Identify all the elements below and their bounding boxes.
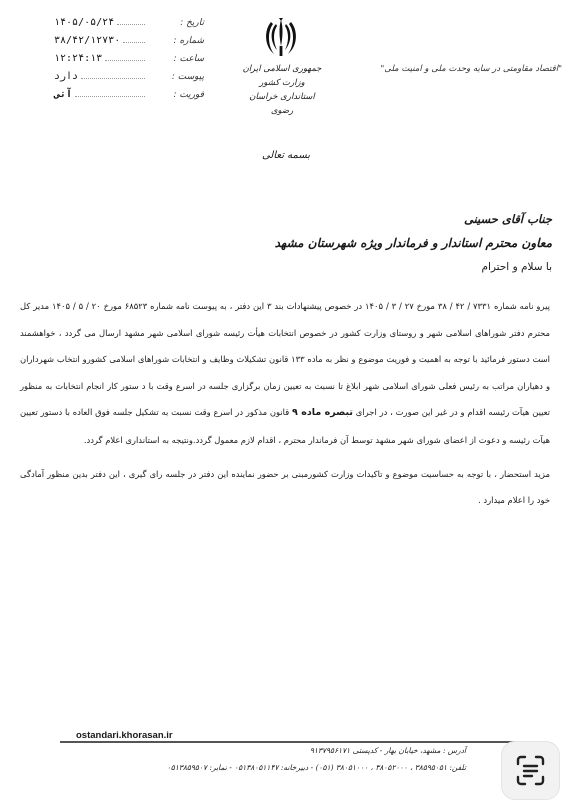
- meta-dots: [123, 32, 145, 43]
- iran-emblem-icon: [262, 16, 300, 60]
- meta-value: دارد: [54, 71, 79, 82]
- meta-label: تاریخ :: [180, 18, 204, 28]
- meta-dots: [75, 86, 145, 97]
- meta-label: پیوست :: [171, 72, 204, 82]
- meta-row-urgency: [54, 86, 204, 104]
- letter-body: [20, 293, 550, 514]
- footer-contact: [96, 742, 466, 776]
- addressee-title: معاون محترم استاندار و فرماندار ویژه شهرستان مشهد: [274, 236, 552, 250]
- meta-value: آنی: [54, 89, 73, 100]
- addressee: [152, 207, 552, 279]
- footer-phones: تلفن: ۳۸۵۹۵۰۵۱ ، ۳۸۰۵۲۰۰۰ ، ۳۸۰۵۱۰۰۰ (۰۵۱) - دبیرخانه: ۰۵۱۳۸۰۵۱۱۴۷ - نمابر: ۰۵۱۳۸۵۹۵۰۷: [166, 763, 466, 772]
- addressee-name: جناب آقای حسینی: [463, 212, 552, 226]
- body-paragraph-1-start: پیرو نامه شماره ۷۳۳۱ / ۴۲ / ۳۸ مورخ ۲۷ / ۳ / ۱۴۰۵ در خصوص پیشنهادات بند ۳ این دفتر ، به پیوست نامه شماره ۶۸۵۲۳ مورخ ۲۰ / ۵ / ۱۴۰۵ مدیر کل محترم دفتر شوراهای اسلامی شهر و روستای وزارت کشور در خصوص انتخابات هیأت رئیسه شورای اسلامی شهر مشهد ارسال می گردد ، خواهشمند است دستور فرمائید با توجه به اهمیت و فوریت موضوع و نظر به ماده ۱۳۳ قانون تشکیلات وظایف و انتخابات شوراهای اسلامی کشورو انتخاب شهرداران و دهیاران مراتب به رئیس فعلی شورای اسلامی شهر ابلاغ تا نسبت به تعیین زمان برگزاری جلسه در اسرع وقت با د ستور کار انجام انتخابات به منظور تعیین هیآت رئیسه اقدام و در غیر این صورت ، در اجرای: [20, 301, 551, 418]
- meta-dots: [81, 68, 145, 79]
- bismillah: بسمه تعالی: [261, 150, 311, 161]
- org-country: جمهوری اسلامی ایران: [242, 64, 322, 74]
- text-scan-button[interactable]: [501, 741, 560, 800]
- text-scan-icon: [502, 742, 559, 799]
- meta-dots: [105, 50, 145, 61]
- body-paragraph-2: مزید استحضار ، با توجه به حساسیت موضوع و تاکیدات وزارت کشورمبنی بر حضور نماینده این دفتر در جلسه رای گیری ، این دفتر بدین منظور آمادگی خود را اعلام میدارد .: [20, 468, 550, 506]
- body-paragraph-1: [20, 293, 550, 454]
- meta-row-date: [54, 14, 204, 32]
- letter-meta: [54, 14, 204, 104]
- meta-value: ۱۲:۲۴:۱۳: [54, 53, 103, 64]
- greeting: با سلام و احترام: [481, 261, 552, 273]
- meta-value: ۳۸/۴۲/۱۲۷۳۰: [54, 35, 121, 46]
- footer-address: آدرس : مشهد، خیابان بهار - کدپستی ۹۱۳۷۹۵۶۱۷۱: [309, 746, 466, 755]
- meta-label: فوریت :: [173, 90, 204, 100]
- organization-header: [240, 62, 324, 118]
- meta-value: ۱۴۰۵/۰۵/۲۴: [54, 17, 115, 28]
- slogan: "اقتصاد مقاومتی در سایه وحدت ملی و امنیت ملی": [380, 64, 562, 74]
- body-paragraph-1-end: قانون مذکور در اسرع وقت نسبت به تشکیل جلسه فوق العاده با دستور تعیین هیآت رئیسه و دعوت از اعضای شورای شهر مشهد توسط آن فرماندار محترم ، اقدام لازم معمول گردد.ونتیجه به استانداری اعلام گردد.: [20, 407, 550, 445]
- website-url: ostandari.khorasan.ir: [76, 730, 173, 741]
- body-bold-reference: تبصره ماده ۹: [292, 407, 353, 419]
- meta-row-time: [54, 50, 204, 68]
- meta-dots: [117, 14, 145, 25]
- meta-label: ساعت :: [173, 54, 204, 64]
- org-governorate: استانداری خراسان رضوی: [249, 92, 315, 116]
- org-ministry: وزارت کشور: [259, 78, 305, 88]
- meta-label: شماره :: [173, 36, 204, 46]
- meta-row-attachment: [54, 68, 204, 86]
- meta-row-number: [54, 32, 204, 50]
